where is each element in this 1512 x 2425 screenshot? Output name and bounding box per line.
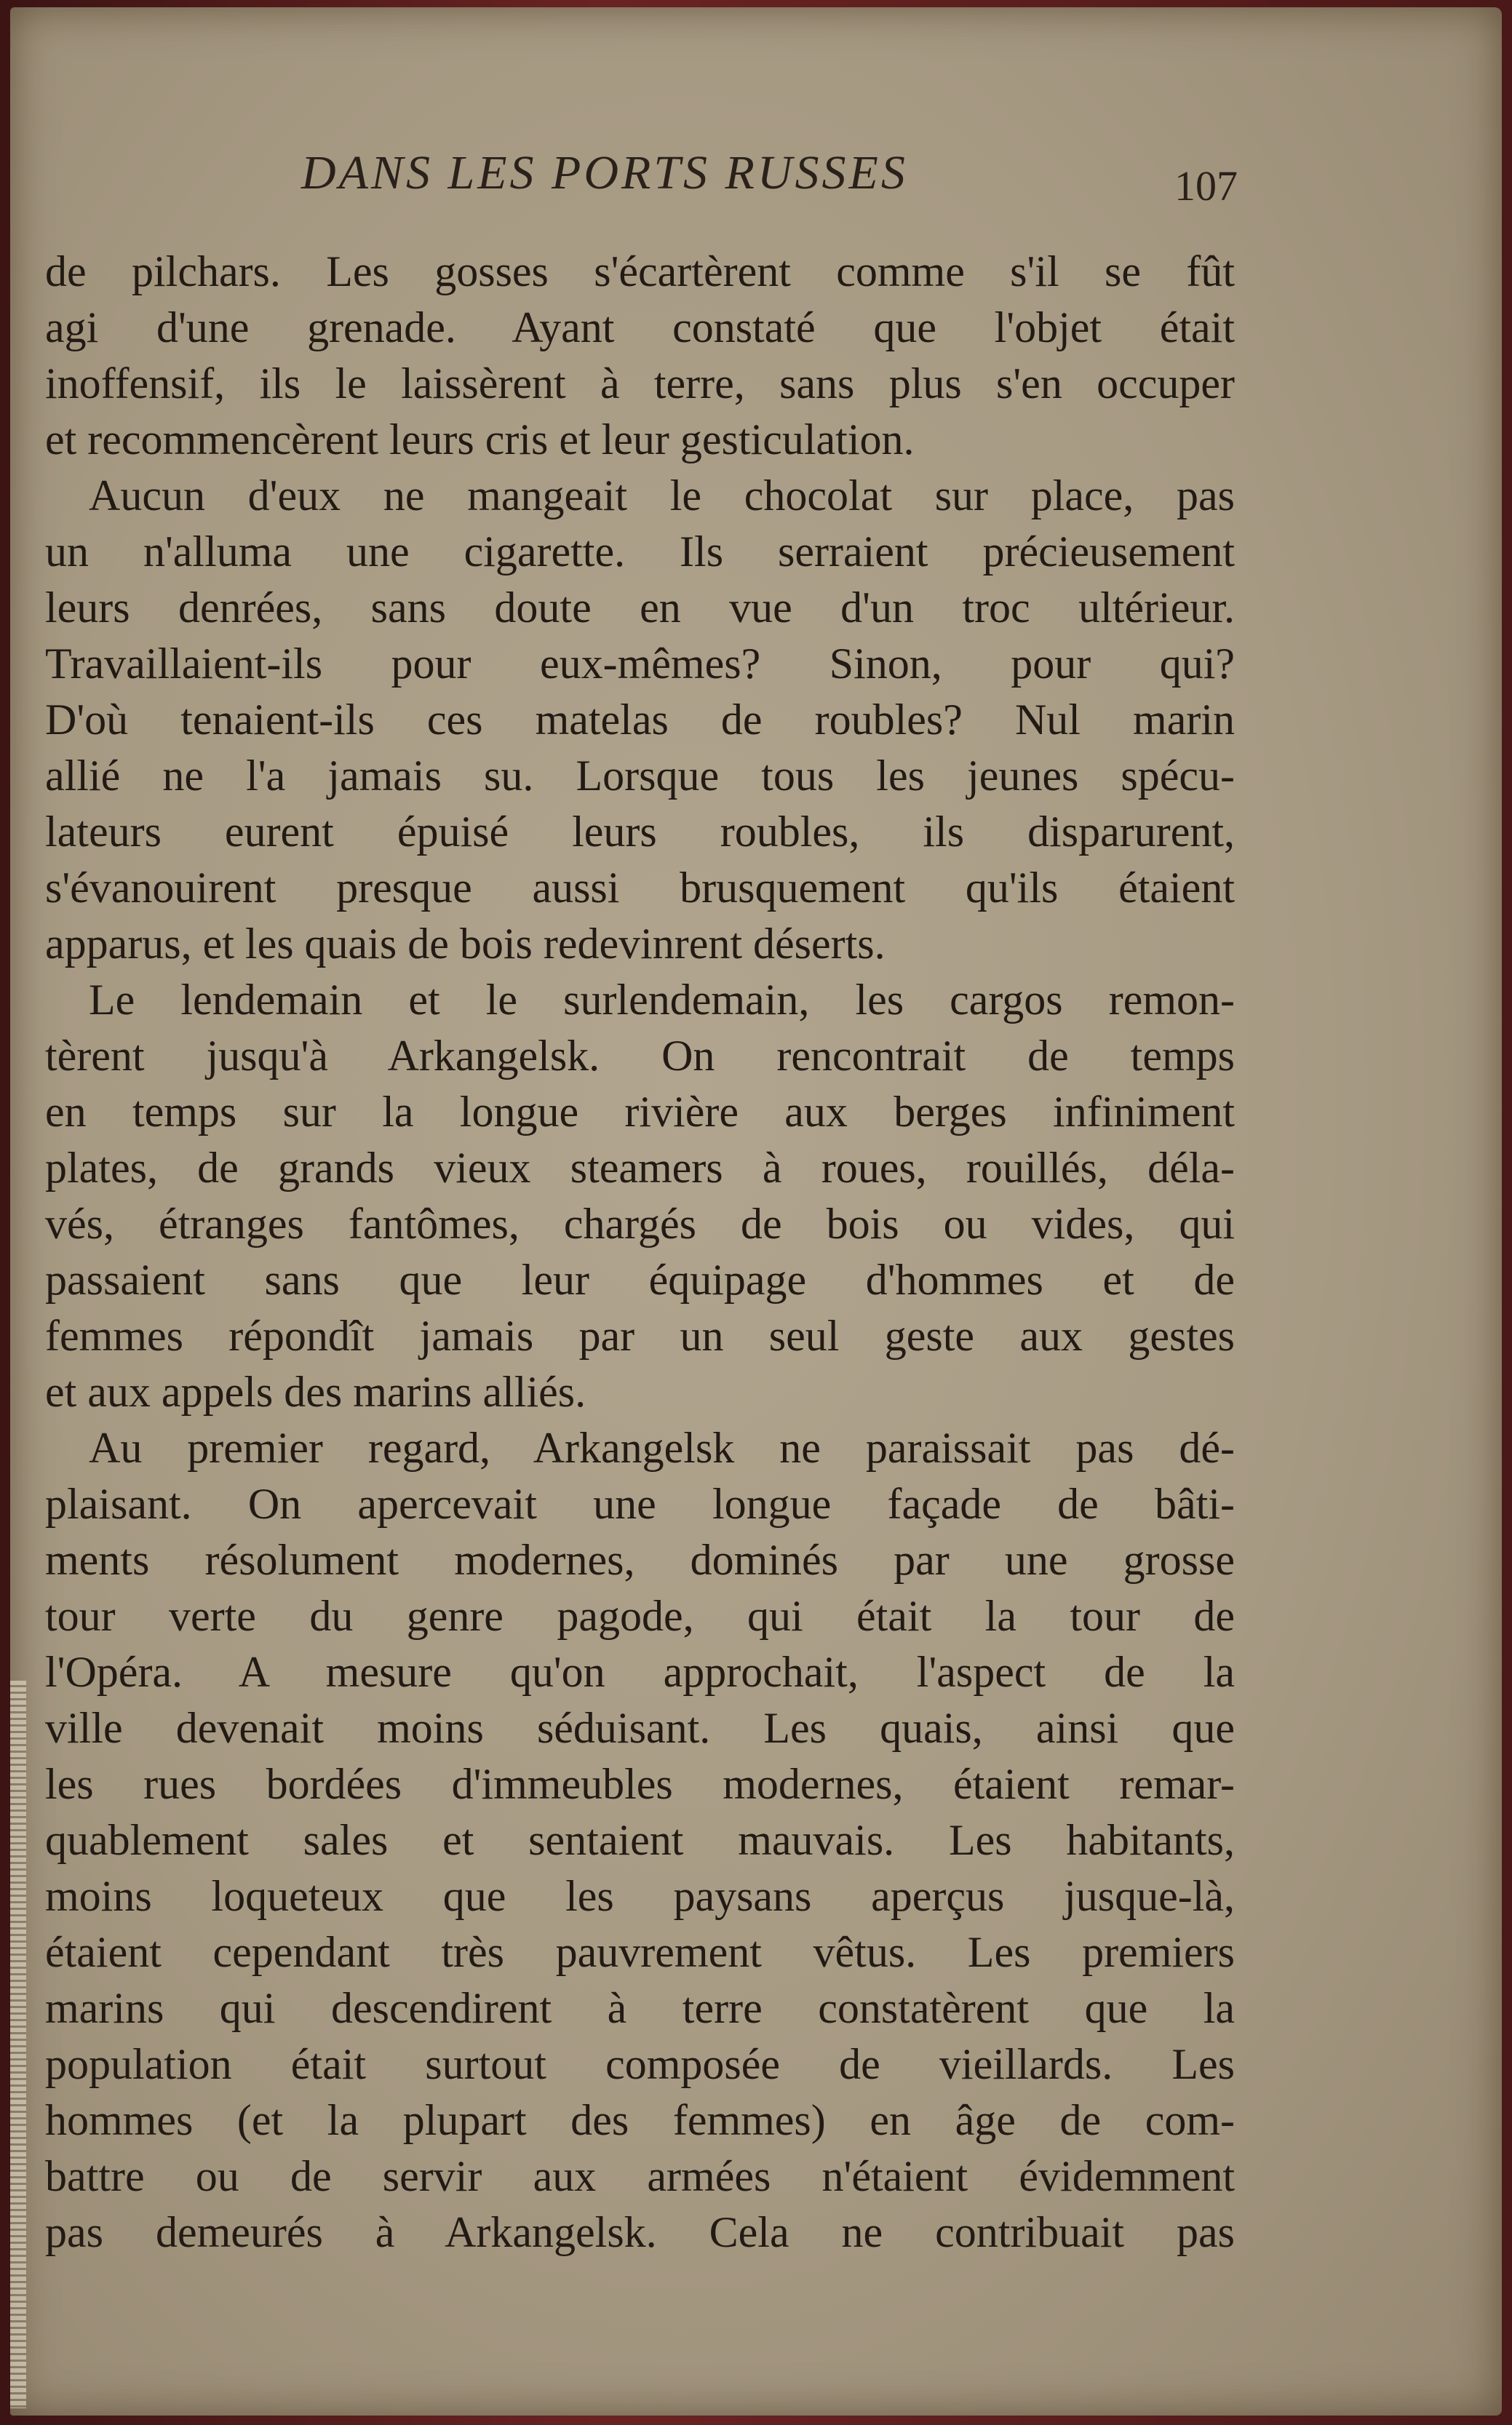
text-line: plates, de grands vieux steamers à roues, rouillés, déla- (45, 1144, 1235, 1192)
text-line: plaisant. On apercevait une longue façade de bâti- (45, 1480, 1235, 1528)
page-header (39, 146, 1247, 211)
text-line: allié ne l'a jamais su. Lorsque tous les jeunes spécu- (45, 752, 1235, 800)
running-title: DANS LES PORTS RUSSES (301, 146, 908, 199)
text-line: ments résolument modernes, dominés par une grosse (45, 1536, 1235, 1584)
text-line: et recommencèrent leurs cris et leur gesticulation. (45, 415, 915, 463)
text-line: s'évanouirent presque aussi brusquement qu'ils étaient (45, 864, 1235, 912)
text-line: D'où tenaient-ils ces matelas de roubles? Nul marin (45, 696, 1235, 744)
page-edge-stack (10, 1681, 26, 2408)
text-line: population était surtout composée de vieillards. Les (45, 2040, 1235, 2088)
text-line: inoffensif, ils le laissèrent à terre, sans plus s'en occuper (45, 359, 1235, 407)
text-line: hommes (et la plupart des femmes) en âge de com- (45, 2096, 1235, 2144)
body-text (45, 244, 1235, 2261)
text-line: quablement sales et sentaient mauvais. Les habitants, (45, 1816, 1235, 1864)
text-line: les rues bordées d'immeubles modernes, étaient remar- (45, 1760, 1235, 1808)
text-line: pas demeurés à Arkangelsk. Cela ne contribuait pas (45, 2208, 1235, 2256)
text-line: tour verte du genre pagode, qui était la tour de (45, 1592, 1235, 1640)
page-number: 107 (1174, 162, 1238, 210)
text-line: battre ou de servir aux armées n'étaient évidemment (45, 2152, 1235, 2200)
text-line: leurs denrées, sans doute en vue d'un troc ultérieur. (45, 584, 1235, 632)
text-line: vés, étranges fantômes, chargés de bois ou vides, qui (45, 1200, 1235, 1248)
text-line: marins qui descendirent à terre constatèrent que la (45, 1984, 1235, 2032)
text-line: agi d'une grenade. Ayant constaté que l'objet était (45, 303, 1235, 351)
text-line: femmes répondît jamais par un seul geste aux gestes (45, 1312, 1235, 1360)
text-line: étaient cependant très pauvrement vêtus. Les premiers (45, 1928, 1235, 1976)
text-line: apparus, et les quais de bois redevinrent déserts. (45, 920, 886, 968)
text-line: en temps sur la longue rivière aux berges infiniment (45, 1088, 1235, 1136)
text-line: Travaillaient-ils pour eux-mêmes? Sinon, pour qui? (45, 640, 1235, 688)
text-line: Aucun d'eux ne mangeait le chocolat sur place, pas (89, 471, 1235, 519)
text-line: Au premier regard, Arkangelsk ne paraissait pas dé- (89, 1424, 1235, 1472)
text-line: de pilchars. Les gosses s'écartèrent comme s'il se fût (45, 247, 1235, 295)
text-line: passaient sans que leur équipage d'hommes et de (45, 1256, 1235, 1304)
book-page (10, 7, 1502, 2416)
text-line: Le lendemain et le surlendemain, les cargos remon- (89, 976, 1235, 1024)
text-line: l'Opéra. A mesure qu'on approchait, l'aspect de la (45, 1648, 1235, 1696)
text-line: ville devenait moins séduisant. Les quais, ainsi que (45, 1704, 1235, 1752)
text-line: un n'alluma une cigarette. Ils serraient précieusement (45, 527, 1235, 576)
text-line: et aux appels des marins alliés. (45, 1368, 586, 1416)
text-line: moins loqueteux que les paysans aperçus jusque-là, (45, 1872, 1235, 1920)
text-line: tèrent jusqu'à Arkangelsk. On rencontrait de temps (45, 1032, 1235, 1080)
text-line: lateurs eurent épuisé leurs roubles, ils disparurent, (45, 808, 1235, 856)
